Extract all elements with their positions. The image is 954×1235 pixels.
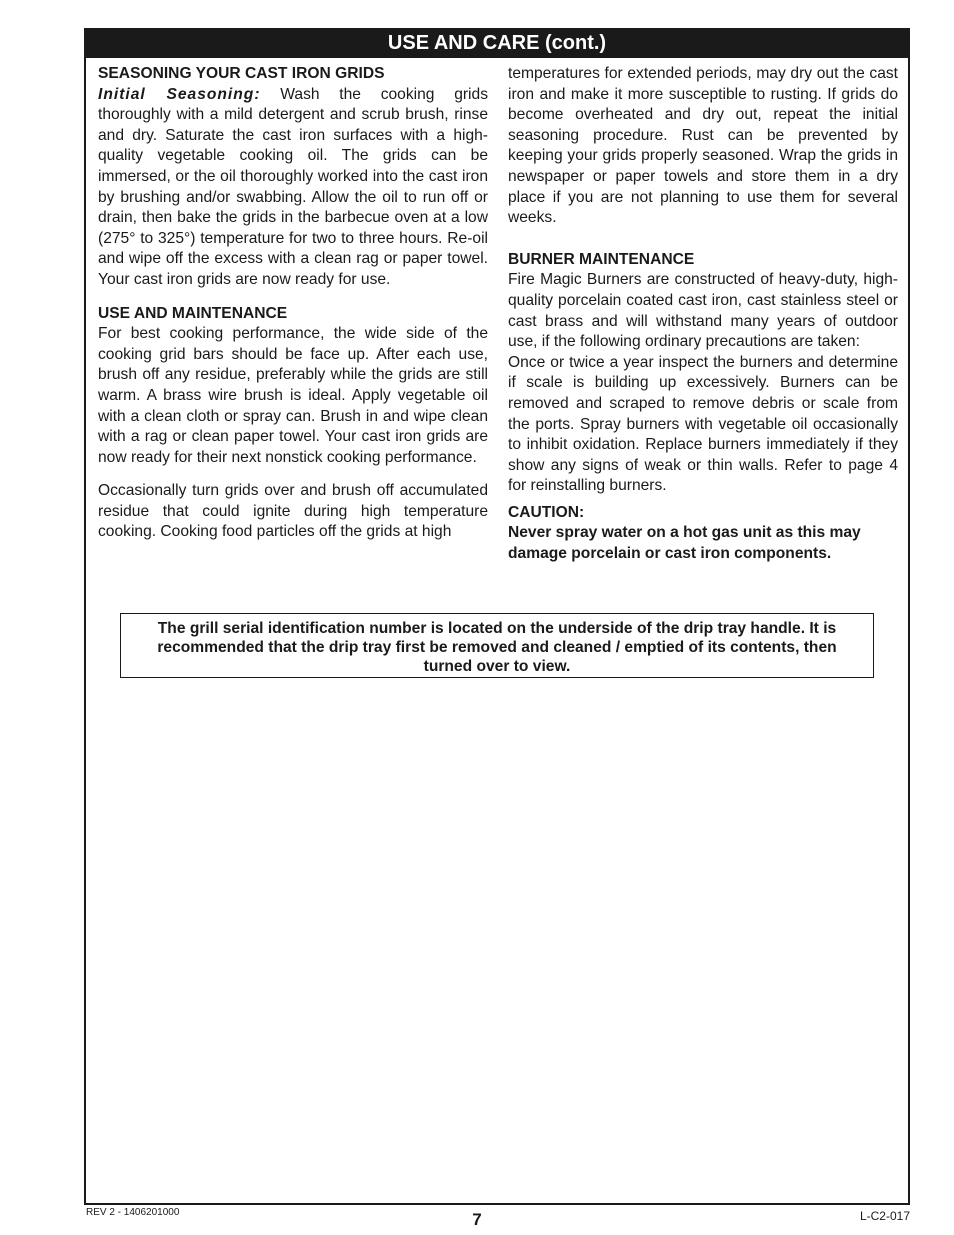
use-maintenance-body-continued: Occasionally turn grids over and brush off accumulated residue that could ignite during high temperature cooking. Cooking food particles off the grids at high (98, 482, 488, 541)
revision-label: REV 2 - 1406201000 (86, 1207, 180, 1218)
seasoning-paragraph (98, 85, 488, 291)
seasoning-body: Wash the cooking grids thoroughly with a mild detergent and scrub brush, rinse and dry. Saturate the cast iron surfaces with a high-quality vegetable cooking oil. The grids can be immersed, or the oil thoroughly worked into the cast iron by brushing and/or swabbing. Allow the oil to run off or drain, then bake the grids in the barbecue oven at a low (275° to 325°) temperature for two to three hours. Re-oil and wipe off the excess with a clean rag or paper towel. Your cast iron grids are now ready for use. (98, 85, 488, 288)
burner-inspection-body: Once or twice a year inspect the burners and determine if scale is building up excessively. Burners can be removed and scraped to remove debris or scale from the ports. Spray burners with vegetable oil occasionally to inhibit oxidation. Replace burners immediately if they show any signs of weak or thin walls. Refer to page 4 for reinstalling burners. (508, 353, 898, 495)
use-maintenance-body: For best cooking performance, the wide side of the cooking grid bars should be face up. After each use, brush off any residue, preferably while the grids are still warm. A brass wire brush is ideal. Apply vegetable oil with a clean cloth or spray can. Brush in and wipe clean with a rag or clean paper towel. Your cast iron grids are now ready for their next nonstick cooking performance. (98, 325, 488, 466)
serial-number-notice: The grill serial identification number is located on the underside of the drip tray handle. It is recommended that the drip tray first be removed and cleaned / emptied of its contents, then turned over to view. (120, 613, 874, 678)
initial-seasoning-lead: Initial Seasoning: (98, 85, 261, 103)
document-code: L-C2-017 (859, 1209, 910, 1223)
use-maintenance-heading: USE AND MAINTENANCE (98, 304, 288, 322)
caution-body: Never spray water on a hot gas unit as this may damage porcelain or cast iron components. (508, 524, 861, 563)
section-title: USE AND CARE (cont.) (84, 28, 910, 58)
continued-paragraph: temperatures for extended periods, may dry out the cast iron and make it more susceptible to rusting. If grids do become overheated and dry out, repeat the initial seasoning procedure. Rust can be prevented by keeping your grids properly seasoned. Wrap the grids in newspaper or paper towels and store them in a dry place if you are not planning to use them for several weeks. (508, 65, 898, 227)
right-column (508, 64, 898, 565)
page-number: 7 (472, 1210, 482, 1229)
caution-heading: CAUTION: (508, 503, 585, 521)
seasoning-heading: SEASONING YOUR CAST IRON GRIDS (98, 65, 385, 82)
left-column (98, 64, 488, 543)
burner-body: Fire Magic Burners are constructed of heavy-duty, high-quality porcelain coated cast iron, cast stainless steel or cast brass and will withstand many years of outdoor use, if the following ordinary precautions are taken: (508, 271, 898, 351)
burner-heading: BURNER MAINTENANCE (508, 250, 695, 268)
